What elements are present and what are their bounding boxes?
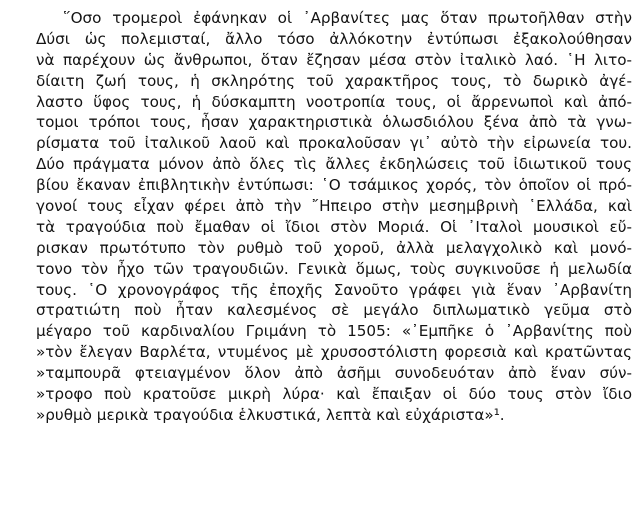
text-line: »τὸν ἔλεγαν Βαρλέτα, ντυμένος μὲ χρυσοστόλιστη φορεσιὰ καὶ κρατῶντας xyxy=(36,343,632,362)
text-line: ρίσματα τοῦ ἰταλικοῦ λαοῦ καὶ προκαλοῦσαν γι᾿ αὐτὸ τὴν εἰρωνεία του. xyxy=(36,134,632,153)
text-line: Δύο πράγματα μόνον ἀπὸ ὅλες τὶς ἄλλες ἐκδηλώσεις τοῦ ἰδιωτικοῦ τους xyxy=(36,155,632,174)
text-line: στρατιώτη ποὺ ἦταν καλεσμένος σὲ μεγάλο διπλωματικὸ γεῦμα στὸ xyxy=(36,301,632,320)
text-line: »ταμπουρᾶ φτειαγμένον ὅλον ἀπὸ ἀσῆμι συνοδευόταν ἀπὸ ἕναν σύν- xyxy=(36,364,632,383)
text-line: τονο τὸν ἦχο τῶν τραγουδιῶν. Γενικὰ ὅμως, τοὺς συγκινοῦσε ἡ μελωδία xyxy=(36,259,632,278)
text-line: δίαιτη ζωή τους, ἡ σκληρότης τοῦ χαρακτῆρος τους, τὸ δωρικὸ ἀγέ- xyxy=(36,71,632,90)
text-line: βίου ἔκαναν ἐπιβλητικὴν ἐντύπωσι: ῾Ο τσάμικος χορός, τὸν ὁποῖον οἱ πρό- xyxy=(36,176,632,195)
text-line: τομοι τρόποι τους, ἦσαν χαρακτηριστικὰ ὁλωσδιόλου ξένα ἀπὸ τὰ γνω- xyxy=(36,113,632,132)
paragraph xyxy=(36,8,632,426)
text-line: ῞Οσο τρομεροὶ ἐφάνηκαν οἱ ᾿Αρβανίτες μας ὅταν πρωτοῆλθαν στὴν xyxy=(63,9,632,27)
text-line: νὰ παρέχουν ὡς ἄνθρωποι, ὅταν ἔζησαν μέσα στὸν ἰταλικὸ λαό. ῾Η λιτο- xyxy=(36,50,632,69)
text-line: τους. ῾Ο χρονογράφος τῆς ἐποχῆς Σανοῦτο γράφει γιὰ ἕναν ᾿Αρβανίτη xyxy=(36,280,632,299)
text-line: »ρυθμὸ μερικὰ τραγούδια ἑλκυστικά, λεπτὰ καὶ εὐχάριστα»¹. xyxy=(36,405,505,424)
text-line: ρισκαν πρωτότυπο τὸν ρυθμὸ τοῦ χοροῦ, ἀλλὰ μελαγχολικὸ καὶ μονό- xyxy=(36,238,632,257)
text-line: Δύσι ὡς πολεμισταί, ἄλλο τόσο ἀλλόκοτην ἐντύπωσι ἐξακολούθησαν xyxy=(36,29,632,48)
text-line: μέγαρο τοῦ καρδιναλίου Γριμάνη τὸ 1505: «᾿Εμπῆκε ὁ ᾿Αρβανίτης ποὺ xyxy=(36,322,632,341)
text-line: τὰ τραγούδια ποὺ ἔμαθαν οἱ ἴδιοι στὸν Μοριά. Οἱ ᾿Ιταλοὶ μουσικοὶ εὔ- xyxy=(36,217,632,236)
text-line: λαστο ὕφος τους, ἡ δύσκαμπτη νοοτροπία τους, οἱ ἄρρενωποὶ καὶ ἀπό- xyxy=(36,92,632,111)
text-line: »τροφο ποὺ κρατοῦσε μικρὴ λύρα· καὶ ἔπαιξαν οἱ δύο τους στὸν ἴδιο xyxy=(36,385,632,404)
text-line: γονοί τους εἶχαν φέρει ἀπὸ τὴν ῎Ηπειρο στὴν μεσημβρινὴ ῾Ελλάδα, καὶ xyxy=(36,197,632,216)
